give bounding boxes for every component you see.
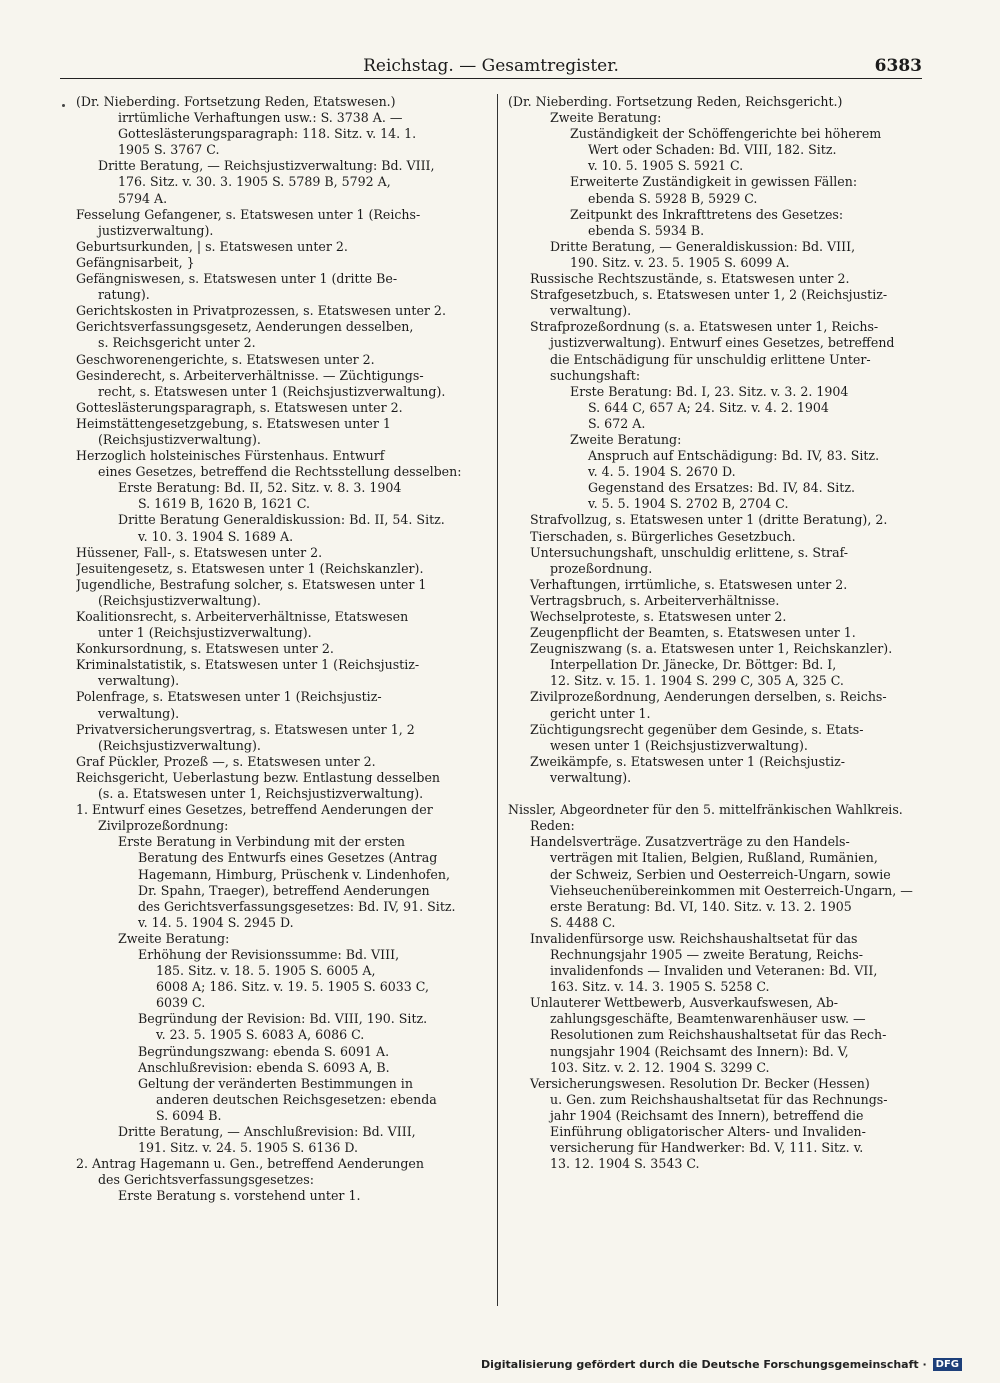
index-entry-line: suchungshaft: [550, 367, 641, 383]
index-entry-line: Erste Beratung: Bd. I, 23. Sitz. v. 3. 2. 1904 [570, 383, 849, 399]
index-entry-line: Heimstättengesetzgebung, s. Etatswesen unter 1 [76, 415, 391, 431]
index-entry-line: Zweite Beratung: [570, 431, 682, 447]
index-entry-line: Zivilprozeßordnung: [98, 818, 229, 834]
index-entry-line: v. 14. 5. 1904 S. 2945 D. [138, 914, 294, 930]
index-entry-line: invalidenfonds — Invaliden und Veteranen: Bd. VII, [550, 963, 878, 979]
index-entry-line: Begründung der Revision: Bd. VIII, 190. Sitz. [138, 1011, 428, 1027]
index-entry-line: Strafgesetzbuch, s. Etatswesen unter 1, 2 (Reichsjustiz- [530, 287, 888, 303]
index-entry-line: 190. Sitz. v. 23. 5. 1905 S. 6099 A. [570, 254, 790, 270]
index-entry-line: Gegenstand des Ersatzes: Bd. IV, 84. Sitz. [588, 480, 855, 496]
index-entry-line: Wert oder Schaden: Bd. VIII, 182. Sitz. [588, 142, 837, 158]
index-entry-line: Reichsgericht, Ueberlastung bezw. Entlastung desselben [76, 769, 441, 785]
index-entry-line: Verhaftungen, irrtümliche, s. Etatswesen unter 2. [530, 576, 848, 592]
index-entry-line: 1. Entwurf eines Gesetzes, betreffend Aenderungen der [76, 802, 433, 818]
index-entry-line: Geburtsurkunden, | s. Etatswesen unter 2. [76, 238, 348, 254]
index-entry-line: erste Beratung: Bd. VI, 140. Sitz. v. 13. 2. 1905 [550, 898, 852, 914]
index-entry-line: Reden: [530, 818, 575, 834]
index-entry-line: Tierschaden, s. Bürgerliches Gesetzbuch. [530, 528, 796, 544]
index-entry-line: Gerichtsverfassungsgesetz, Aenderungen desselben, [76, 319, 414, 335]
index-entry-line: Anspruch auf Entschädigung: Bd. IV, 83. Sitz. [588, 448, 880, 464]
index-entry-line: Zuständigkeit der Schöffengerichte bei höherem [570, 126, 882, 142]
index-entry-line: v. 10. 3. 1904 S. 1689 A. [138, 528, 294, 544]
index-entry-line: Graf Pückler, Prozeß —, s. Etatswesen unter 2. [76, 753, 376, 769]
index-entry-line: verträgen mit Italien, Belgien, Rußland, Rumänien, [550, 850, 878, 866]
index-entry-line: S. 644 C, 657 A; 24. Sitz. v. 4. 2. 1904 [588, 399, 829, 415]
index-entry-line: gericht unter 1. [550, 705, 651, 721]
dfg-logo: DFG [933, 1358, 962, 1371]
index-entry-line: Dritte Beratung, — Generaldiskussion: Bd. VIII, [550, 238, 856, 254]
index-entry-line: Unlauterer Wettbewerb, Ausverkaufswesen, Ab- [530, 995, 839, 1011]
index-entry-line: 2. Antrag Hagemann u. Gen., betreffend Aenderungen [76, 1156, 424, 1172]
index-entry-line: verwaltung). [550, 303, 632, 319]
index-entry-line: justizverwaltung). [98, 222, 214, 238]
index-entry-line: Handelsverträge. Zusatzverträge zu den Handels- [530, 834, 850, 850]
index-entry-line: die Entschädigung für unschuldig erlittene Unter- [550, 351, 871, 367]
index-entry-line: Polenfrage, s. Etatswesen unter 1 (Reichsjustiz- [76, 689, 382, 705]
index-entry-line: Strafprozeßordnung (s. a. Etatswesen unter 1, Reichs- [530, 319, 879, 335]
index-entry-line: S. 6094 B. [156, 1107, 222, 1123]
index-entry-line: 12. Sitz. v. 15. 1. 1904 S. 299 C, 305 A, 325 C. [550, 673, 844, 689]
index-entry-line: Zweite Beratung: [550, 110, 662, 126]
index-entry-line: Herzoglich holsteinisches Fürstenhaus. Entwurf [76, 448, 385, 464]
index-entry-line: s. Reichsgericht unter 2. [98, 335, 256, 351]
index-entry-line: 103. Sitz. v. 2. 12. 1904 S. 3299 C. [550, 1059, 770, 1075]
index-entry-line: Dritte Beratung, — Reichsjustizverwaltung: Bd. VIII, [98, 158, 435, 174]
index-entry-line: Jugendliche, Bestrafung solcher, s. Etatswesen unter 1 [76, 576, 427, 592]
page-number: 6383 [874, 56, 922, 76]
index-entry-line: anderen deutschen Reichsgesetzen: ebenda [156, 1091, 437, 1107]
index-entry-line: (s. a. Etatswesen unter 1, Reichsjustizverwaltung). [98, 786, 424, 802]
index-entry-line [508, 786, 920, 802]
index-entry-line: Kriminalstatistik, s. Etatswesen unter 1 (Reichsjustiz- [76, 657, 420, 673]
index-entry-line: Erste Beratung s. vorstehend unter 1. [118, 1188, 361, 1204]
index-entry-line: (Dr. Nieberding. Fortsetzung Reden, Reichsgericht.) [508, 94, 843, 109]
index-entry-line: Erhöhung der Revisionssumme: Bd. VIII, [138, 946, 400, 962]
index-entry-line: Vertragsbruch, s. Arbeiterverhältnisse. [530, 592, 780, 608]
index-entry-line: v. 10. 5. 1905 S. 5921 C. [588, 158, 744, 174]
index-entry-line: Zweikämpfe, s. Etatswesen unter 1 (Reichsjustiz- [530, 753, 846, 769]
index-entry-line: Dr. Spahn, Traeger), betreffend Aenderungen [138, 882, 430, 898]
index-entry-line: jahr 1904 (Reichsamt des Innern), betreffend die [550, 1107, 864, 1123]
margin-mark [62, 104, 65, 107]
index-entry-line: v. 4. 5. 1904 S. 2670 D. [588, 464, 736, 480]
index-entry-line: Dritte Beratung Generaldiskussion: Bd. II, 54. Sitz. [118, 512, 445, 528]
footer-credit: Digitalisierung gefördert durch die Deutsche Forschungsgemeinschaft · [480, 1358, 927, 1371]
right-column [508, 94, 920, 1324]
index-entry-line: S. 4488 C. [550, 914, 616, 930]
index-entry-line: Gefängnisarbeit, } [76, 254, 195, 270]
index-entry-line: wesen unter 1 (Reichsjustizverwaltung). [550, 737, 808, 753]
index-entry-line: (Dr. Nieberding. Fortsetzung Reden, Etatswesen.) [76, 94, 396, 109]
index-entry-line: 185. Sitz. v. 18. 5. 1905 S. 6005 A, [156, 963, 376, 979]
index-entry-line: prozeßordnung. [550, 560, 653, 576]
index-entry-line: verwaltung). [550, 769, 632, 785]
index-entry-line: Einführung obligatorischer Alters- und Invaliden- [550, 1124, 866, 1139]
index-entry-line: verwaltung). [98, 705, 180, 721]
index-entry-line: 6008 A; 186. Sitz. v. 19. 5. 1905 S. 6033 C, [156, 979, 429, 995]
index-entry-line: der Schweiz, Serbien und Oesterreich-Ungarn, sowie [550, 866, 891, 882]
index-entry-line: 176. Sitz. v. 30. 3. 1905 S. 5789 B, 5792 A, [118, 174, 391, 190]
index-entry-line: ratung). [98, 287, 150, 303]
index-entry-line: Jesuitengesetz, s. Etatswesen unter 1 (Reichskanzler). [76, 560, 424, 576]
index-entry-line: Gotteslästerungsparagraph, s. Etatswesen unter 2. [76, 399, 403, 415]
index-entry-line: v. 23. 5. 1905 S. 6083 A, 6086 C. [156, 1027, 365, 1043]
index-entry-line: des Gerichtsverfassungsgesetzes: Bd. IV, 91. Sitz. [138, 898, 456, 914]
index-entry-line: (Reichsjustizverwaltung). [98, 431, 261, 447]
index-entry-line: Versicherungswesen. Resolution Dr. Becker (Hessen) [530, 1075, 870, 1091]
footer [481, 1358, 962, 1371]
index-entry-line: Zweite Beratung: [118, 930, 230, 946]
column-divider [497, 94, 498, 1306]
index-entry-line: S. 672 A. [588, 415, 646, 431]
index-entry-line: Hüssener, Fall-, s. Etatswesen unter 2. [76, 544, 323, 560]
index-entry-line: (Reichsjustizverwaltung). [98, 737, 261, 753]
index-entry-line: zahlungsgeschäfte, Beamtenwarenhäuser usw. — [550, 1011, 866, 1027]
index-entry-line: Rechnungsjahr 1905 — zweite Beratung, Reichs- [550, 946, 863, 962]
index-entry-line: des Gerichtsverfassungsgesetzes: [98, 1172, 314, 1188]
index-entry-line: Gotteslästerungsparagraph: 118. Sitz. v. 14. 1. [118, 126, 417, 142]
index-entry-line: Invalidenfürsorge usw. Reichshaushaltsetat für das [530, 930, 858, 946]
index-entry-line: Zeugenpflicht der Beamten, s. Etatswesen unter 1. [530, 625, 856, 641]
index-entry-line: eines Gesetzes, betreffend die Rechtsstellung desselben: [98, 464, 462, 480]
index-entry-line: recht, s. Etatswesen unter 1 (Reichsjustizverwaltung). [98, 383, 446, 399]
index-entry-line: ebenda S. 5934 B. [588, 222, 705, 238]
index-entry-line: Dritte Beratung, — Anschlußrevision: Bd. VIII, [118, 1124, 416, 1139]
index-entry-line: 191. Sitz. v. 24. 5. 1905 S. 6136 D. [138, 1140, 359, 1156]
index-entry-line: Gefängniswesen, s. Etatswesen unter 1 (dritte Be- [76, 271, 398, 287]
index-entry-line: 163. Sitz. v. 14. 3. 1905 S. 5258 C. [550, 979, 770, 995]
index-entry-line: Wechselproteste, s. Etatswesen unter 2. [530, 609, 787, 624]
index-entry-line: justizverwaltung). Entwurf eines Gesetzes, betreffend [550, 335, 895, 351]
index-entry-line: 5794 A. [118, 190, 168, 206]
index-entry-line: Erweiterte Zuständigkeit in gewissen Fällen: [570, 174, 858, 190]
index-entry-line: Zeugniszwang (s. a. Etatswesen unter 1, Reichskanzler). [530, 641, 893, 657]
index-entry-line: Interpellation Dr. Jänecke, Dr. Böttger: Bd. I, [550, 657, 837, 673]
index-entry-line: Gerichtskosten in Privatprozessen, s. Etatswesen unter 2. [76, 303, 446, 319]
index-entry-line: S. 1619 B, 1620 B, 1621 C. [138, 496, 311, 512]
index-entry-line: Privatversicherungsvertrag, s. Etatswesen unter 1, 2 [76, 721, 415, 737]
index-entry-line: 1905 S. 3767 C. [118, 142, 220, 158]
index-entry-line: (Reichsjustizverwaltung). [98, 592, 261, 608]
page-header [60, 56, 922, 79]
index-entry-line: ebenda S. 5928 B, 5929 C. [588, 190, 758, 206]
index-entry-line: Geschworenengerichte, s. Etatswesen unter 2. [76, 351, 375, 367]
index-entry-line: Hagemann, Himburg, Prüschenk v. Lindenhofen, [138, 866, 451, 882]
left-column [76, 94, 486, 1324]
index-entry-line: v. 5. 5. 1904 S. 2702 B, 2704 C. [588, 496, 789, 512]
index-entry-line: Zeitpunkt des Inkrafttretens des Gesetzes: [570, 206, 844, 222]
index-entry-line: irrtümliche Verhaftungen usw.: S. 3738 A. — [118, 110, 403, 126]
index-entry-line: Viehseuchenübereinkommen mit Oesterreich-Ungarn, — [550, 882, 913, 898]
index-entry-line: 6039 C. [156, 995, 206, 1011]
index-entry-line: versicherung für Handwerker: Bd. V, 111. Sitz. v. [550, 1140, 864, 1156]
index-entry-line: Begründungszwang: ebenda S. 6091 A. [138, 1043, 390, 1059]
index-entry-line: Untersuchungshaft, unschuldig erlittene, s. Straf- [530, 544, 849, 560]
index-entry-line: Gesinderecht, s. Arbeiterverhältnisse. — Züchtigungs- [76, 367, 424, 383]
index-entry-line: Fesselung Gefangener, s. Etatswesen unter 1 (Reichs- [76, 206, 421, 222]
index-entry-line: Beratung des Entwurfs eines Gesetzes (Antrag [138, 850, 438, 866]
index-entry-line: Erste Beratung: Bd. II, 52. Sitz. v. 8. 3. 1904 [118, 480, 402, 496]
index-entry-line: Geltung der veränderten Bestimmungen in [138, 1075, 413, 1091]
index-entry-line: Erste Beratung in Verbindung mit der ersten [118, 834, 406, 850]
index-entry-line: Züchtigungsrecht gegenüber dem Gesinde, s. Etats- [530, 721, 864, 737]
index-entry-line: Resolutionen zum Reichshaushaltsetat für das Rech- [550, 1027, 887, 1043]
index-entry-line: Anschlußrevision: ebenda S. 6093 A, B. [138, 1059, 390, 1075]
index-entry-line: nungsjahr 1904 (Reichsamt des Innern): Bd. V, [550, 1043, 849, 1059]
index-entry-line: Russische Rechtszustände, s. Etatswesen unter 2. [530, 271, 850, 287]
index-entry-line: Konkursordnung, s. Etatswesen unter 2. [76, 641, 334, 657]
index-entry-line: Nissler, Abgeordneter für den 5. mittelfränkischen Wahlkreis. [508, 802, 903, 818]
index-entry-line: Strafvollzug, s. Etatswesen unter 1 (dritte Beratung), 2. [530, 512, 888, 528]
index-entry-line: Koalitionsrecht, s. Arbeiterverhältnisse, Etatswesen [76, 609, 409, 624]
page-title: Reichstag. — Gesamtregister. [363, 56, 619, 76]
index-entry-line: verwaltung). [98, 673, 180, 689]
index-entry-line: unter 1 (Reichsjustizverwaltung). [98, 625, 312, 641]
index-entry-line: u. Gen. zum Reichshaushaltsetat für das Rechnungs- [550, 1091, 888, 1107]
index-entry-line: Zivilprozeßordnung, Aenderungen derselben, s. Reichs- [530, 689, 887, 705]
index-entry-line: 13. 12. 1904 S. 3543 C. [550, 1156, 700, 1172]
